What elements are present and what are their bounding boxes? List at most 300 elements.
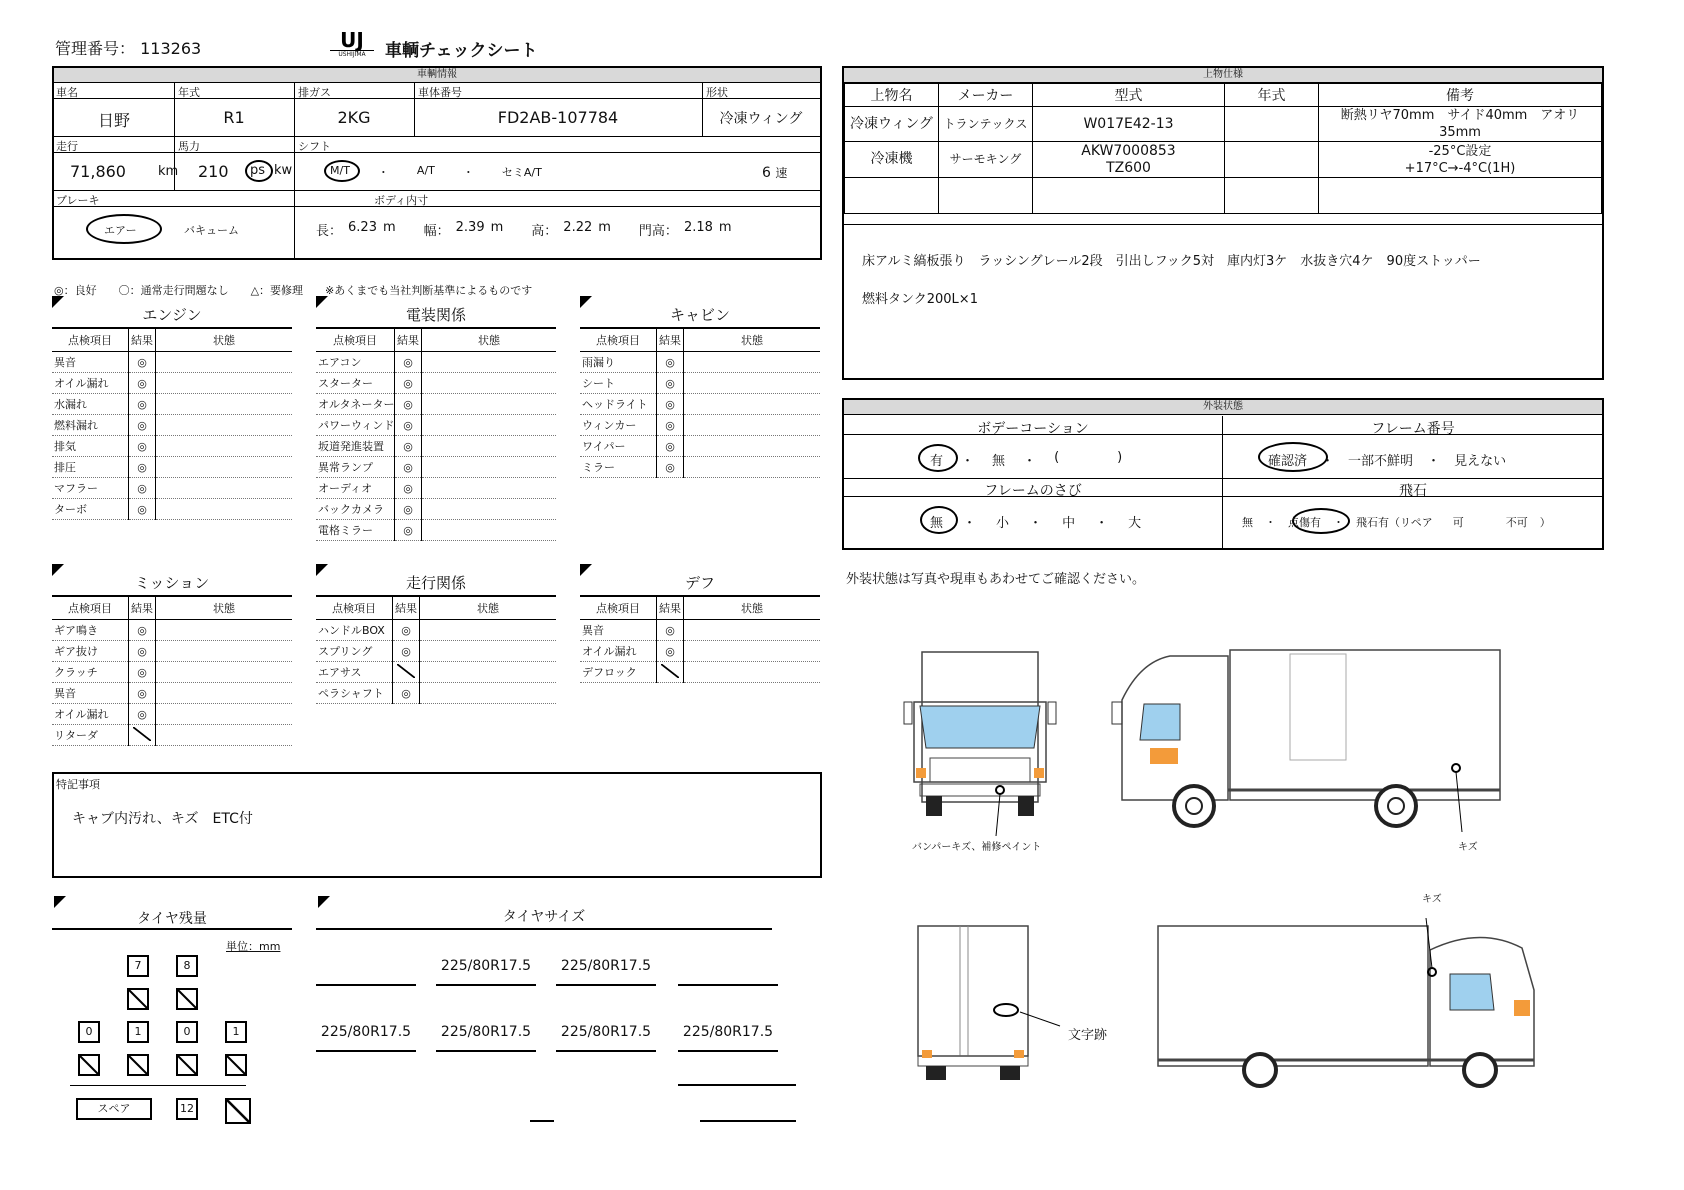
check-header-result: 結果 [129, 597, 156, 620]
spec-cell-model: AKW7000853 TZ600 [1033, 142, 1225, 178]
spec-header-year: 年式 [1225, 84, 1319, 107]
tread-rear-2-na [127, 1054, 149, 1076]
check-table [316, 329, 556, 541]
separator: ・ [961, 454, 975, 469]
check-header-state: 状態 [422, 329, 557, 352]
check-item-result-na [129, 725, 156, 746]
check-item-result: ◎ [657, 394, 684, 415]
check-item-name: 坂道発進装置 [316, 436, 395, 457]
spare-label: スペア [76, 1098, 152, 1120]
check-header-item: 点検項目 [580, 597, 657, 620]
check-item-result: ◎ [129, 478, 156, 499]
tire-size-rear-1: 225/80R17.5 [320, 1024, 412, 1040]
check-row [580, 415, 820, 436]
body-inner-dims [316, 220, 816, 239]
tire-tread-title: タイヤ残量 [137, 911, 207, 927]
remarks-text: キャブ内汚れ、キズ ETC付 [72, 811, 253, 827]
paren-close: ） [1539, 516, 1551, 529]
spec-cell-maker: トランテックス [939, 107, 1033, 142]
spec-cell-name: 冷凍機 [845, 142, 939, 178]
check-item-state [684, 620, 821, 641]
front-view-note: バンパーキズ、補修ペイント [912, 842, 1042, 853]
dim-door-value: 2.18 [683, 220, 713, 235]
tread-rear-3-na [176, 1054, 198, 1076]
check-item-state [684, 394, 821, 415]
check-item-result: ◎ [657, 373, 684, 394]
spec-row [845, 178, 1602, 214]
check-table [52, 329, 292, 520]
tire-size-underline [316, 984, 416, 986]
check-item-state [420, 641, 557, 662]
check-row [580, 641, 820, 662]
tire-size-rear-4: 225/80R17.5 [682, 1024, 774, 1040]
check-item-state [422, 457, 557, 478]
check-item-result: ◎ [395, 373, 422, 394]
check-row [316, 641, 556, 662]
check-row [52, 641, 292, 662]
chipping-present-repair: 飛石有（リペア [1356, 516, 1433, 529]
remarks-title: 特記事項 [56, 778, 100, 791]
check-header-result: 結果 [395, 329, 422, 352]
dim-height-label: 高： [531, 224, 558, 239]
check-item-name: 燃料漏れ [52, 415, 129, 436]
check-row [580, 352, 820, 373]
tread-spare: 12 [176, 1098, 198, 1120]
check-item-state [422, 499, 557, 520]
check-section-title: キャビン [669, 306, 730, 324]
check-row [580, 662, 820, 683]
tread-rear-1-na [78, 1054, 100, 1076]
check-section-mission [52, 564, 292, 746]
tire-size-underline [316, 1050, 416, 1052]
check-item-state [422, 394, 557, 415]
separator: ・ [1029, 516, 1043, 531]
check-item-state [422, 373, 557, 394]
check-item-name: 異音 [580, 620, 657, 641]
check-item-state [422, 436, 557, 457]
check-section-title: ミッション [134, 574, 210, 592]
value-mileage: 71,860 [70, 162, 126, 181]
spec-header-name: 上物名 [845, 84, 939, 107]
check-item-result: ◎ [657, 436, 684, 457]
chipping-none: 無 [1242, 516, 1253, 529]
spec-header-maker: メーカー [939, 84, 1033, 107]
spec-cell-name: 冷凍ウィング [845, 107, 939, 142]
label-hp: 馬力 [178, 140, 200, 153]
tire-size-underline [678, 1084, 796, 1086]
check-header-result: 結果 [129, 329, 156, 352]
label-chassis: 車体番号 [418, 86, 462, 99]
check-row [52, 620, 292, 641]
tire-size-front-3: 225/80R17.5 [560, 958, 652, 974]
check-item-name: デフロック [580, 662, 657, 683]
check-header-item: 点検項目 [316, 597, 393, 620]
frame-rust-medium: 中 [1062, 516, 1076, 531]
check-item-name: シート [580, 373, 657, 394]
check-row [316, 436, 556, 457]
separator: ・ [1265, 516, 1276, 529]
chipping-not-repairable: 不可 [1505, 516, 1528, 529]
check-header-item: 点検項目 [52, 597, 129, 620]
frame-number-partial: 一部不鮮明 [1348, 454, 1414, 469]
not-applicable-slash-icon [661, 664, 679, 678]
check-item-name: パワーウィンド [316, 415, 395, 436]
check-item-state [684, 457, 821, 478]
check-item-name: マフラー [52, 478, 129, 499]
spec-row [845, 107, 1602, 142]
spec-cell-model: W017E42-13 [1033, 107, 1225, 142]
gear-count-unit: 速 [775, 166, 788, 180]
check-section-title: デフ [684, 574, 715, 592]
brake-option-air: エアー [104, 224, 137, 237]
truck-side-view-left [1110, 640, 1510, 840]
check-item-result-na [393, 662, 420, 683]
check-item-result: ◎ [129, 352, 156, 373]
check-section-engine [52, 296, 292, 520]
check-row [580, 373, 820, 394]
side-right-note: キズ [1422, 894, 1442, 905]
check-item-result: ◎ [395, 436, 422, 457]
value-maker: 日野 [97, 111, 130, 130]
label-body-inner: ボディ内寸 [374, 194, 429, 207]
separator: ・ [1095, 516, 1109, 531]
check-row [52, 373, 292, 394]
spec-row [845, 142, 1602, 178]
check-header-item: 点検項目 [52, 329, 129, 352]
check-item-name: エアサス [316, 662, 393, 683]
check-item-state [684, 373, 821, 394]
check-item-name: ギア抜け [52, 641, 129, 662]
check-item-name: オイル漏れ [52, 704, 129, 725]
check-item-name: 異音 [52, 683, 129, 704]
value-hp-unit-ps: ps [250, 163, 266, 178]
tread-front-left: 7 [127, 955, 149, 977]
check-item-result: ◎ [129, 704, 156, 725]
check-item-name: オイル漏れ [580, 641, 657, 662]
check-row [580, 394, 820, 415]
check-item-name: バックカメラ [316, 499, 395, 520]
dim-width-value: 2.39 [455, 220, 485, 235]
check-header-result: 結果 [657, 597, 684, 620]
check-header-state: 状態 [420, 597, 557, 620]
spec-cell-notes: 断熱リヤ70mm サイド40mm アオリ35mm [1319, 107, 1602, 142]
dim-height-value: 2.22 [563, 220, 593, 235]
check-header-result: 結果 [393, 597, 420, 620]
check-table [52, 597, 292, 746]
truck-rear-view [910, 920, 1070, 1080]
frame-rust-title: フレームのさび [984, 483, 1082, 499]
frame-rust-none: 無 [930, 516, 944, 531]
check-row [52, 394, 292, 415]
check-item-result: ◎ [657, 641, 684, 662]
value-emission: 2KG [337, 108, 371, 127]
label-shape: 形状 [706, 86, 728, 99]
check-item-state [156, 499, 293, 520]
check-header-item: 点検項目 [316, 329, 395, 352]
check-header-state: 状態 [156, 329, 293, 352]
check-item-name: 水漏れ [52, 394, 129, 415]
vehicle-info-title: 車輌情報 [54, 68, 820, 83]
tread-spare-2-na [225, 1098, 251, 1124]
check-row [580, 620, 820, 641]
check-item-name: 異音 [52, 352, 129, 373]
chipping-repairable: 可 [1452, 516, 1464, 529]
dim-height-unit: m [598, 220, 611, 235]
spec-cell-maker [939, 178, 1033, 214]
check-row [316, 394, 556, 415]
check-item-state [684, 415, 821, 436]
gear-count-value: 6 [762, 165, 771, 181]
check-item-name: ハンドルBOX [316, 620, 393, 641]
check-item-result: ◎ [393, 683, 420, 704]
check-item-result: ◎ [395, 352, 422, 373]
check-row [316, 373, 556, 394]
check-item-state [156, 620, 293, 641]
check-item-result: ◎ [395, 415, 422, 436]
check-item-name: オーディオ [316, 478, 395, 499]
shift-separator-2: ・ [462, 166, 474, 179]
separator: ・ [1427, 454, 1441, 469]
dim-length-value: 6.23 [348, 220, 377, 235]
label-emission: 排ガス [298, 86, 331, 99]
not-applicable-slash-icon [397, 664, 415, 678]
frame-rust-large: 大 [1128, 516, 1142, 531]
check-item-result: ◎ [129, 457, 156, 478]
gear-count [762, 164, 787, 181]
check-item-name: ワイパー [580, 436, 657, 457]
check-row [52, 352, 292, 373]
side-left-note: キズ [1458, 842, 1478, 853]
check-row [316, 499, 556, 520]
separator: ・ [1023, 454, 1037, 469]
check-row [316, 352, 556, 373]
check-section-title: エンジン [142, 306, 202, 324]
dim-width-label: 幅： [423, 224, 450, 239]
tread-rear-4: 1 [225, 1021, 247, 1043]
spec-header-model: 型式 [1033, 84, 1225, 107]
check-item-state [684, 662, 821, 683]
frame-number-options [1268, 450, 1506, 469]
paren-close: ) [1117, 450, 1123, 465]
check-row [316, 683, 556, 704]
label-year: 年式 [178, 86, 200, 99]
check-item-state [156, 704, 293, 725]
frame-number-title: フレーム番号 [1371, 421, 1455, 437]
value-hp: 210 [198, 162, 229, 181]
shift-option-mt: M/T [330, 164, 350, 177]
check-item-name: スターター [316, 373, 395, 394]
spec-cell-year [1225, 142, 1319, 178]
tread-front-left-na [127, 988, 149, 1010]
check-row [316, 620, 556, 641]
check-item-result: ◎ [395, 394, 422, 415]
check-row [52, 499, 292, 520]
check-item-result: ◎ [657, 415, 684, 436]
tread-rear-3: 0 [176, 1021, 198, 1043]
check-item-name: 排圧 [52, 457, 129, 478]
tire-size-underline [678, 1050, 778, 1052]
exterior-note: 外装状態は写真や現車もあわせてご確認ください。 [846, 572, 1146, 587]
check-section-cabin [580, 296, 820, 478]
shift-options [330, 164, 542, 180]
paren-open: ( [1054, 450, 1060, 465]
check-item-state [156, 641, 293, 662]
check-item-state [156, 436, 293, 457]
check-item-state [422, 352, 557, 373]
check-item-result: ◎ [395, 499, 422, 520]
label-mileage: 走行 [56, 140, 78, 153]
value-shape: 冷凍ウィング [719, 111, 803, 127]
check-row [52, 725, 292, 746]
spec-cell-name [845, 178, 939, 214]
not-applicable-slash-icon [133, 727, 151, 741]
upper-spec-notes-line-1: 床アルミ縞板張り ラッシングレール2段 引出しフック5対 庫内灯3ケ 水抜き穴4ケ 90度ストッパー [862, 254, 1481, 269]
check-item-state [156, 683, 293, 704]
label-shift: シフト [298, 140, 331, 153]
tire-size-underline [556, 984, 656, 986]
document-title: 車輌チェックシート [385, 41, 538, 61]
check-item-name: ミラー [580, 457, 657, 478]
upper-spec-notes-line-2: 燃料タンク200L×1 [862, 292, 978, 307]
separator: ・ [963, 516, 977, 531]
body-coating-no: 無 [992, 454, 1006, 469]
check-item-state [422, 520, 557, 541]
check-item-result-na [657, 662, 684, 683]
upper-spec-table [844, 83, 1602, 214]
check-row [316, 662, 556, 683]
remarks-panel [52, 772, 822, 878]
shift-separator-1: ・ [377, 166, 389, 179]
check-item-result: ◎ [395, 457, 422, 478]
check-row [316, 457, 556, 478]
check-item-state [156, 415, 293, 436]
spec-cell-year [1225, 178, 1319, 214]
frame-number-confirmed: 確認済 [1268, 454, 1308, 469]
check-item-result: ◎ [129, 394, 156, 415]
check-item-state [156, 478, 293, 499]
tread-rear-2: 1 [127, 1021, 149, 1043]
check-item-name: オイル漏れ [52, 373, 129, 394]
rear-view-note: 文字跡 [1068, 1028, 1108, 1043]
check-item-result: ◎ [129, 641, 156, 662]
body-coating-yes: 有 [930, 454, 944, 469]
check-row [52, 436, 292, 457]
frame-number-not-visible: 見えない [1454, 454, 1507, 469]
body-coating-options [930, 450, 1122, 469]
frame-rust-options [930, 512, 1141, 531]
result-legend: ◎：良好 〇：通常走行問題なし △：要修理 ※あくまでも当社判断基準によるものです [54, 284, 533, 297]
vehicle-info-panel [52, 66, 822, 260]
check-item-name: 雨漏り [580, 352, 657, 373]
body-coating-title: ボデーコーション [977, 421, 1089, 437]
check-item-name: オルタネーター [316, 394, 395, 415]
check-item-name: リターダ [52, 725, 129, 746]
tread-rear-4-na [225, 1054, 247, 1076]
check-item-state [420, 662, 557, 683]
dim-width-unit: m [490, 220, 504, 235]
tire-size-underline [436, 984, 536, 986]
check-item-name: エアコン [316, 352, 395, 373]
check-header-state: 状態 [684, 597, 821, 620]
check-table [316, 597, 556, 704]
check-section-title: 電装関係 [405, 306, 466, 324]
tire-size-rear-3: 225/80R17.5 [560, 1024, 652, 1040]
check-row [316, 478, 556, 499]
check-header-state: 状態 [684, 329, 821, 352]
check-item-state [420, 683, 557, 704]
check-item-result: ◎ [395, 520, 422, 541]
spec-cell-year [1225, 107, 1319, 142]
check-header-state: 状態 [156, 597, 293, 620]
dim-length-unit: m [382, 220, 396, 235]
company-logo: UJ USHIJIMA [330, 30, 374, 62]
tire-tread-unit: 単位：mm [226, 940, 281, 953]
label-maker: 車名 [56, 86, 78, 99]
check-row [52, 662, 292, 683]
upper-spec-panel [842, 66, 1604, 380]
dim-door-unit: m [718, 220, 732, 235]
check-section-electric [316, 296, 556, 541]
check-item-state [156, 352, 293, 373]
chipping-spot-scratches: 点傷有 [1288, 516, 1321, 529]
check-item-name: ヘッドライト [580, 394, 657, 415]
dim-length-label: 長： [316, 224, 343, 239]
check-table [580, 597, 820, 683]
check-item-name: ウィンカー [580, 415, 657, 436]
check-section-diff [580, 564, 820, 683]
check-item-result: ◎ [393, 641, 420, 662]
exterior-title: 外装状態 [844, 400, 1602, 415]
check-row [52, 415, 292, 436]
check-item-result: ◎ [657, 620, 684, 641]
check-row [580, 436, 820, 457]
check-table [580, 329, 820, 478]
check-item-state [156, 457, 293, 478]
management-label: 管理番号： [55, 39, 136, 58]
exterior-panel [842, 398, 1604, 550]
check-item-result: ◎ [129, 620, 156, 641]
tire-size-front-2: 225/80R17.5 [440, 958, 532, 974]
check-item-result: ◎ [657, 457, 684, 478]
tread-front-right: 8 [176, 955, 198, 977]
check-item-result: ◎ [657, 352, 684, 373]
upper-spec-title: 上物仕様 [844, 68, 1602, 83]
shift-option-semi-at: セミA/T [501, 166, 542, 179]
spec-cell-notes: -25°C設定 +17°C→-4°C(1H) [1319, 142, 1602, 178]
check-row [316, 520, 556, 541]
label-brake: ブレーキ [56, 194, 100, 207]
spec-header-notes: 備考 [1319, 84, 1602, 107]
check-item-result: ◎ [129, 436, 156, 457]
check-item-state [156, 725, 293, 746]
check-header-item: 点検項目 [580, 329, 657, 352]
check-item-name: ギア鳴き [52, 620, 129, 641]
check-item-state [156, 662, 293, 683]
check-item-result: ◎ [129, 662, 156, 683]
check-item-name: スプリング [316, 641, 393, 662]
check-item-state [684, 436, 821, 457]
truck-side-view-right [1150, 900, 1550, 1090]
tire-size-underline [436, 1050, 536, 1052]
check-row [52, 704, 292, 725]
tire-size-title: タイヤサイズ [502, 909, 586, 925]
check-item-result: ◎ [129, 415, 156, 436]
check-row [52, 478, 292, 499]
check-row [316, 415, 556, 436]
check-item-name: 異常ランプ [316, 457, 395, 478]
tire-tread-marker-icon [54, 896, 66, 908]
chipping-options [1242, 514, 1551, 530]
